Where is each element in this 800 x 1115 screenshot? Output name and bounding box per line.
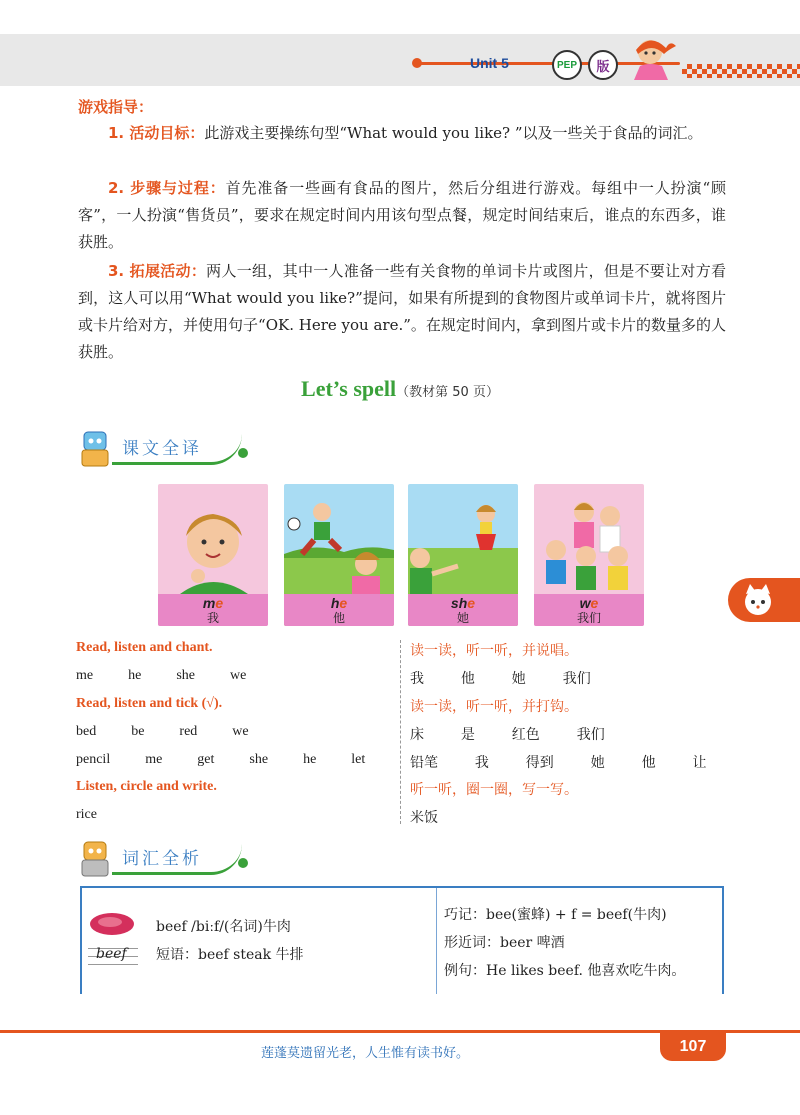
panel-word: she xyxy=(450,595,476,611)
guide-paragraph-1 xyxy=(78,120,726,147)
section-title-main: Let’s spell xyxy=(301,376,397,401)
word-row-4: rice xyxy=(76,807,97,822)
beef-steak-icon xyxy=(88,908,138,938)
guide-text-2: 首先准备一些画有食品的图片，然后分组进行游戏。每组中一人扮演“顾客”，一人扮演“售货员”，要求在规定时间内用该句型点餐，规定时间结束后，谁点的东西多，谁获胜。 xyxy=(78,179,727,251)
word-row-1-zh: 我 他 她 我们 xyxy=(410,671,591,687)
guide-text-1: 此游戏主要操练句型“What would you like? ”以及一些关于食品的词汇。 xyxy=(204,124,703,142)
panel-caption-he xyxy=(284,594,394,626)
word-row-1: me he she we xyxy=(76,668,247,683)
guide-label-2: 2. 步骤与过程： xyxy=(108,179,226,197)
guide-paragraph-2 xyxy=(78,175,726,256)
vocab-table-divider xyxy=(436,888,437,994)
word-row-3: pencil me get she he let xyxy=(76,752,366,767)
instruction-read-chant: Read, listen and chant. xyxy=(76,640,213,655)
panel-chinese: 她 xyxy=(456,611,469,625)
instruction-read-chant-zh: 读一读，听一听，并说唱。 xyxy=(410,643,578,659)
vocab-phrase-line: 短语：beef steak 牛排 xyxy=(156,947,304,963)
panel-word: he xyxy=(330,595,348,611)
vocab-table xyxy=(80,886,724,994)
instruction-read-tick: Read, listen and tick (√). xyxy=(76,696,223,711)
translation-banner-label: 课文全译 xyxy=(122,439,202,459)
handwritten-beef: beef xyxy=(96,946,127,962)
column-divider xyxy=(400,640,401,824)
word-row-4-zh: 米饭 xyxy=(410,810,438,826)
instruction-circle-write: Listen, circle and write. xyxy=(76,779,217,794)
vocab-banner-label: 词汇全析 xyxy=(122,849,202,869)
guide-text-3: 两人一组，其中一人准备一些有关食物的单词卡片或图片，但是不要让对方看到，这人可以用“What would you like?”提问，如果有所提到的食物图片或单词卡片，就将图片或卡片给对方，并使用句子“OK. Here you are.”。在规定时间内，拿到图片或卡片的数量多的人获胜。 xyxy=(78,262,726,361)
word-row-2-zh: 床 是 红色 我们 xyxy=(410,727,605,743)
banner-dot xyxy=(238,448,248,458)
vocab-similar-line: 形近词：beer 啤酒 xyxy=(444,935,565,951)
word-row-3-zh: 铅笔 我 得到 她 他 让 xyxy=(410,755,707,771)
cartoon-girl-icon xyxy=(622,36,682,82)
vocab-tip-line: 巧记：bee(蜜蜂) + f = beef(牛肉) xyxy=(444,907,667,923)
guide-label-1: 1. 活动目标： xyxy=(108,124,205,142)
footer-motto: 莲蓬莫遗留光老，人生惟有读书好。 xyxy=(260,1046,469,1061)
unit-label: Unit 5 xyxy=(470,55,509,71)
section-title xyxy=(0,376,800,402)
fox-mascot-icon xyxy=(738,580,778,620)
robot-mascot-icon xyxy=(78,428,112,468)
vocab-banner xyxy=(78,838,258,882)
edition-badge: 版 xyxy=(588,50,618,80)
pep-badge: PEP xyxy=(552,50,582,80)
picture-panel-he xyxy=(284,484,394,626)
page-number: 107 xyxy=(660,1033,726,1061)
handwriting-box xyxy=(88,944,138,972)
panel-word: we xyxy=(579,595,599,611)
guide-paragraph-3 xyxy=(78,258,726,366)
side-tab xyxy=(728,578,800,622)
panel-chinese: 我 xyxy=(206,611,219,625)
panel-chinese: 我们 xyxy=(576,611,601,625)
word-row-2: bed be red we xyxy=(76,724,249,739)
picture-panel-me xyxy=(158,484,268,626)
guide-heading: 游戏指导： xyxy=(78,98,154,116)
picture-panel-she xyxy=(408,484,518,626)
vocab-word-line: beef /biːf/(名词)牛肉 xyxy=(156,919,291,935)
panel-caption-she xyxy=(408,594,518,626)
guide-label-3: 3. 拓展活动： xyxy=(108,262,207,280)
banner-dot xyxy=(238,858,248,868)
panel-caption-me xyxy=(158,594,268,626)
panel-caption-we xyxy=(534,594,644,626)
picture-panel-we xyxy=(534,484,644,626)
translation-banner xyxy=(78,428,258,472)
robot-mascot-icon xyxy=(78,838,112,878)
panel-word: me xyxy=(202,595,224,611)
vocab-example-line: 例句：He likes beef. 他喜欢吃牛肉。 xyxy=(444,963,686,979)
panel-chinese: 他 xyxy=(332,611,345,625)
header-checker-pattern xyxy=(682,64,800,78)
section-title-ref: （教材第 50 页） xyxy=(396,385,499,400)
instruction-circle-write-zh: 听一听，圈一圈，写一写。 xyxy=(410,782,578,798)
instruction-read-tick-zh: 读一读，听一听，并打钩。 xyxy=(410,699,578,715)
